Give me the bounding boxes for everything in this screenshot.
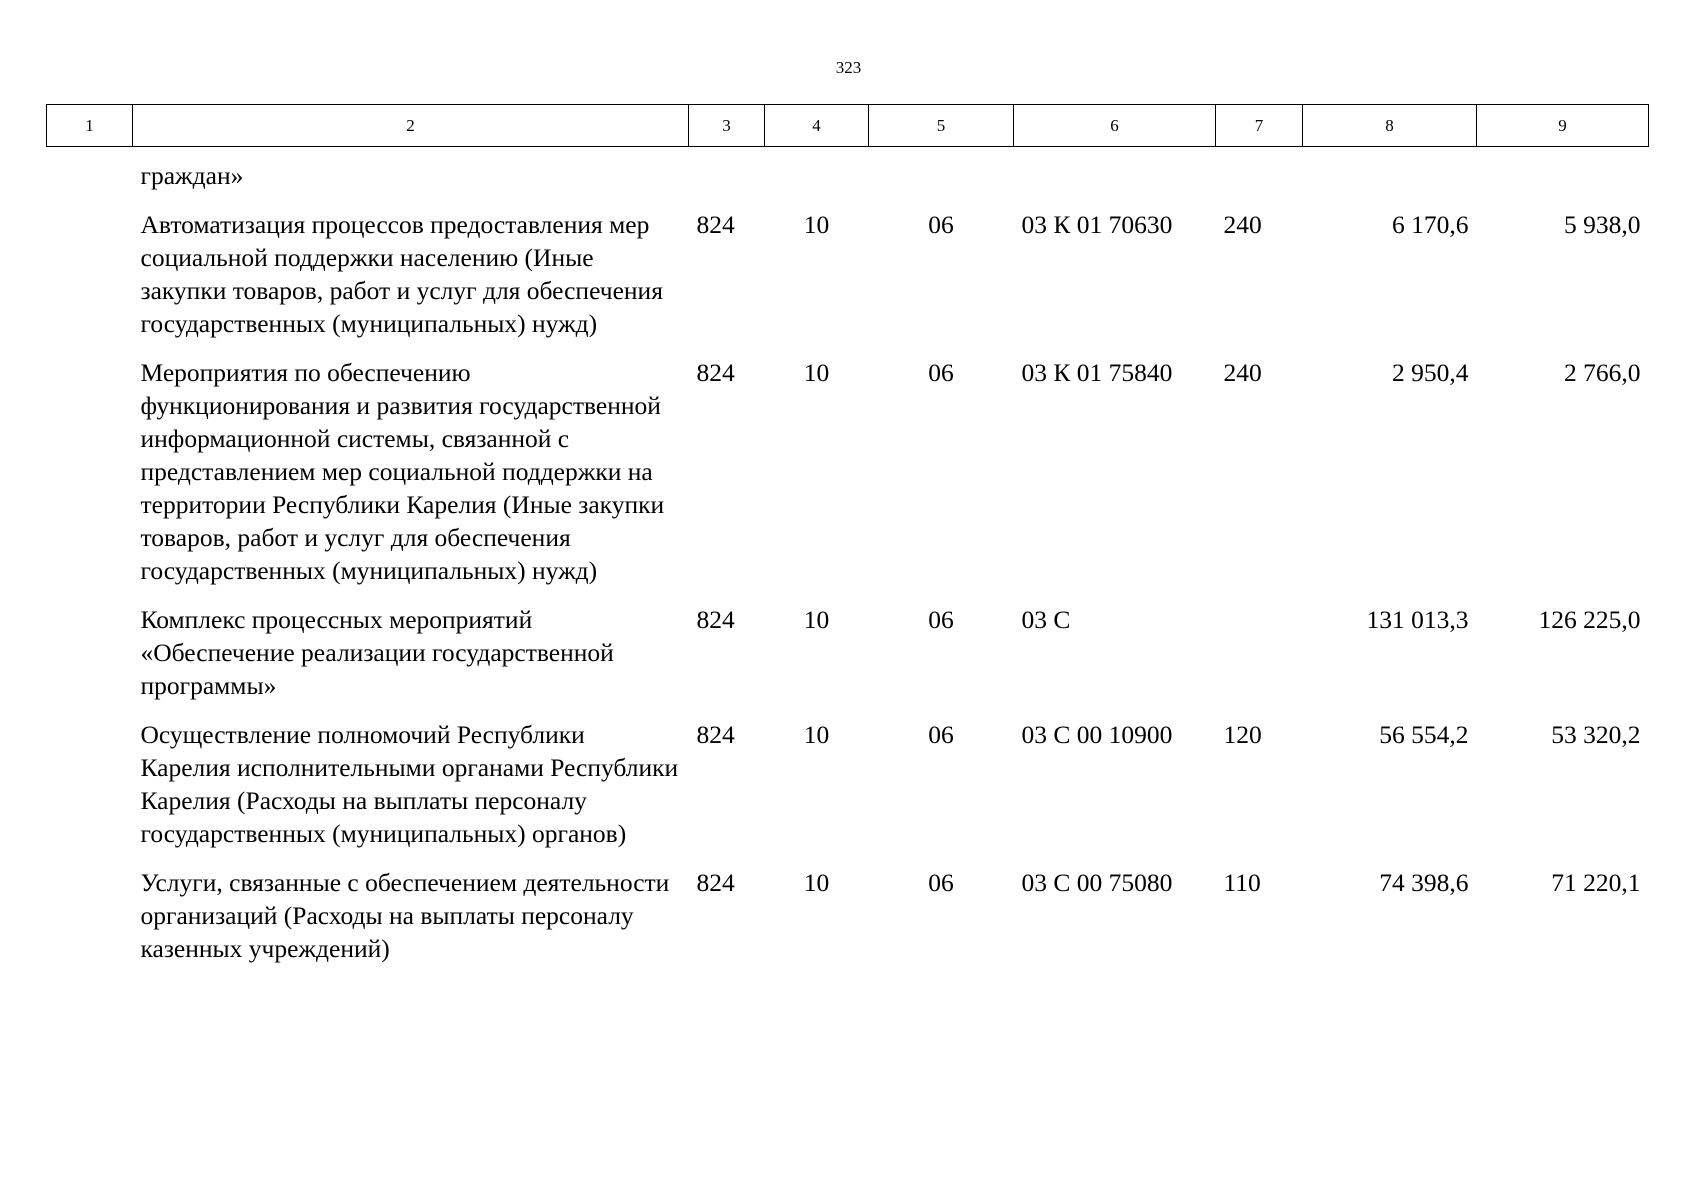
ministry-code: 824 xyxy=(696,358,735,387)
amount-col-8: 56 554,2 xyxy=(1379,720,1469,749)
expense-type-code xyxy=(1216,147,1303,209)
ministry-code: 824 xyxy=(696,868,735,897)
amount-col-9: 126 225,0 xyxy=(1538,605,1641,634)
table-row xyxy=(47,603,1649,718)
column-header: 4 xyxy=(765,105,869,147)
subsection-code: 06 xyxy=(928,358,954,387)
section-code xyxy=(765,147,869,209)
section-code: 10 xyxy=(803,868,830,897)
target-article-code: 03 С 00 75080 xyxy=(1021,868,1173,897)
row-number-cell xyxy=(47,718,133,866)
section-code: 10 xyxy=(803,720,830,749)
subsection-code: 06 xyxy=(928,720,954,749)
row-number-cell xyxy=(47,147,133,209)
amount-col-9 xyxy=(1477,147,1649,209)
amount-col-9: 53 320,2 xyxy=(1551,720,1641,749)
expense-type-code: 110 xyxy=(1223,868,1261,897)
ministry-code: 824 xyxy=(696,720,735,749)
subsection-code: 06 xyxy=(928,868,954,897)
column-header: 8 xyxy=(1303,105,1477,147)
amount-col-9: 71 220,1 xyxy=(1551,868,1641,897)
table-row xyxy=(47,356,1649,603)
column-header: 7 xyxy=(1216,105,1303,147)
table-row xyxy=(47,718,1649,866)
amount-col-9: 2 766,0 xyxy=(1564,358,1641,387)
expense-type-code: 240 xyxy=(1223,210,1262,239)
subsection-code: 06 xyxy=(928,210,954,239)
column-header: 9 xyxy=(1477,105,1649,147)
row-name: Автоматизация процессов предоставления мер социальной поддержки населению (Иные закупки товаров, работ и услуг для обеспечения государственных (муниципальных) нужд) xyxy=(140,210,663,338)
section-code: 10 xyxy=(803,605,830,634)
target-article-code: 03 С 00 10900 xyxy=(1021,720,1173,749)
amount-col-8 xyxy=(1303,147,1477,209)
target-article-code xyxy=(1014,147,1216,209)
row-number-cell xyxy=(47,356,133,603)
row-name: Комплекс процессных мероприятий «Обеспечение реализации государственной программы» xyxy=(140,605,614,700)
page-number: 323 xyxy=(835,58,862,77)
target-article-code: 03 С xyxy=(1021,605,1071,634)
ministry-code xyxy=(689,147,765,209)
table-row xyxy=(47,147,1649,209)
column-header: 3 xyxy=(689,105,765,147)
target-article-code: 03 К 01 70630 xyxy=(1021,210,1173,239)
table-row xyxy=(47,208,1649,356)
ministry-code: 824 xyxy=(696,605,735,634)
amount-col-8: 6 170,6 xyxy=(1392,210,1469,239)
amount-col-8: 131 013,3 xyxy=(1366,605,1469,634)
row-number-cell xyxy=(47,208,133,356)
column-header: 1 xyxy=(47,105,133,147)
amount-col-9: 5 938,0 xyxy=(1564,210,1641,239)
expense-type-code xyxy=(1216,603,1303,718)
column-header: 6 xyxy=(1014,105,1216,147)
column-header: 5 xyxy=(869,105,1014,147)
row-name: Мероприятия по обеспечению функционирования и развития государственной информационной системы, связанной с представлением мер социальной поддержки на территории Республики Карелия (Иные закупки товаров, работ и услуг для обеспечения государственных (муниципальных) нужд) xyxy=(140,358,665,585)
table-row xyxy=(47,866,1649,981)
amount-col-8: 2 950,4 xyxy=(1392,358,1469,387)
row-name: Осуществление полномочий Республики Карелия исполнительными органами Республики Карелия (Расходы на выплаты персоналу государственных (муниципальных) органов) xyxy=(140,720,679,848)
target-article-code: 03 К 01 75840 xyxy=(1021,358,1173,387)
budget-table xyxy=(46,104,1649,981)
expense-type-code: 240 xyxy=(1223,358,1262,387)
expense-type-code: 120 xyxy=(1223,720,1262,749)
row-name: Услуги, связанные с обеспечением деятельности организаций (Расходы на выплаты персоналу казенных учреждений) xyxy=(140,868,670,963)
subsection-code: 06 xyxy=(928,605,954,634)
row-number-cell xyxy=(47,866,133,981)
header-row xyxy=(47,105,1649,147)
section-code: 10 xyxy=(803,210,830,239)
ministry-code: 824 xyxy=(696,210,735,239)
column-header: 2 xyxy=(133,105,689,147)
amount-col-8: 74 398,6 xyxy=(1379,868,1469,897)
subsection-code xyxy=(869,147,1014,209)
section-code: 10 xyxy=(803,358,830,387)
table-body xyxy=(47,147,1649,982)
row-name: граждан» xyxy=(140,161,244,190)
table-header xyxy=(47,105,1649,147)
row-number-cell xyxy=(47,603,133,718)
